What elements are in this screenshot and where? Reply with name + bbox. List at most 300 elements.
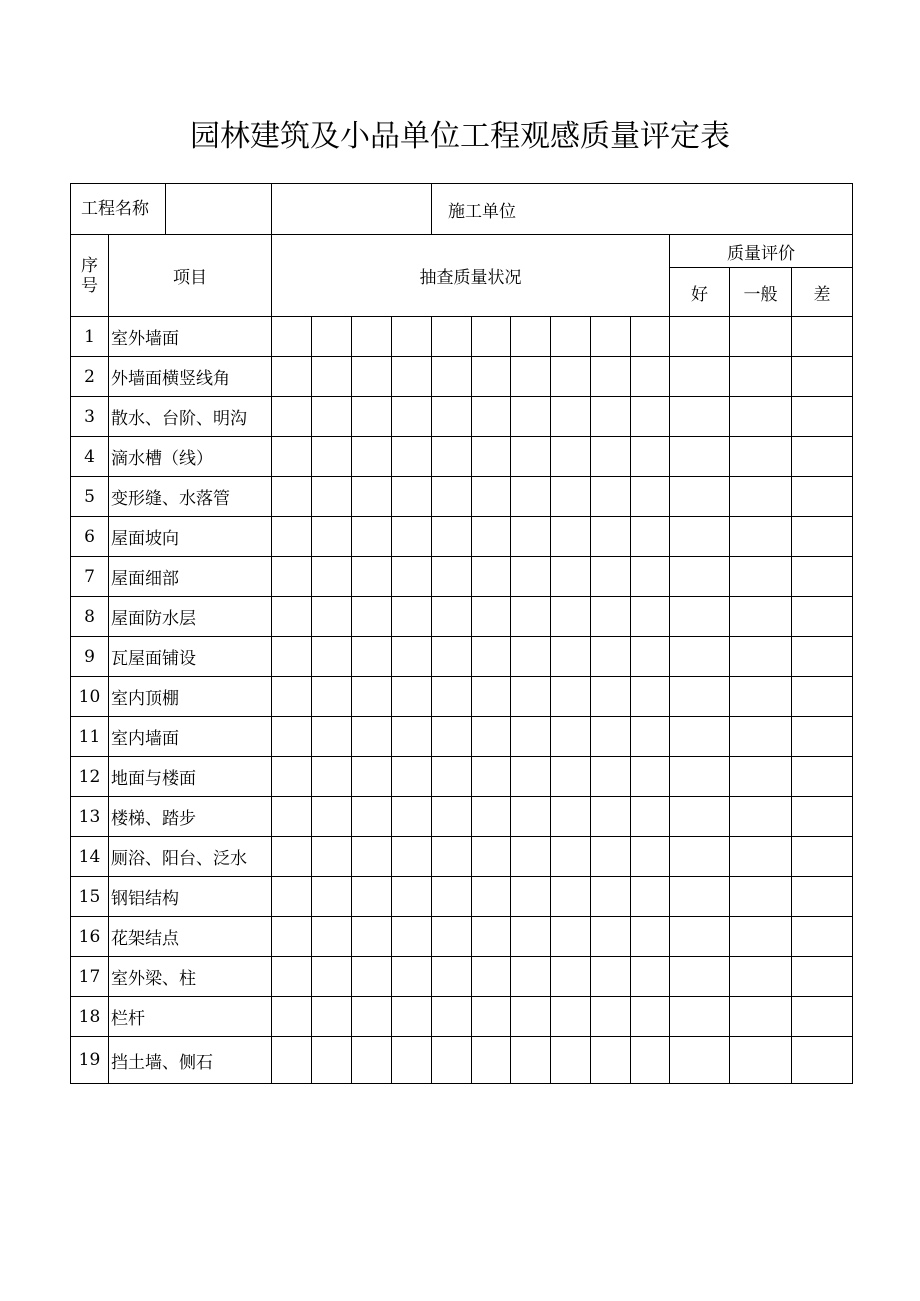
inspection-cell[interactable] <box>272 957 312 997</box>
inspection-cell[interactable] <box>591 757 631 797</box>
row-number: 11 <box>71 717 109 757</box>
inspection-cell[interactable] <box>432 797 472 837</box>
row-number: 12 <box>71 757 109 797</box>
inspection-cell[interactable] <box>312 437 352 477</box>
inspection-cell[interactable] <box>472 397 511 437</box>
poor-cell[interactable] <box>792 877 853 917</box>
inspection-cell[interactable] <box>312 677 352 717</box>
table-row <box>71 477 853 517</box>
poor-cell[interactable] <box>792 837 853 877</box>
row-number: 15 <box>71 877 109 917</box>
inspection-cell[interactable] <box>352 357 392 397</box>
inspection-cell[interactable] <box>272 437 312 477</box>
contractor-field[interactable] <box>558 184 852 234</box>
inspection-cell[interactable] <box>472 557 511 597</box>
table-row <box>71 317 853 357</box>
inspection-cell[interactable] <box>312 957 352 997</box>
inspection-cell[interactable] <box>591 597 631 637</box>
inspection-cell[interactable] <box>272 837 312 877</box>
inspection-cell[interactable] <box>432 477 472 517</box>
inspection-cell[interactable] <box>392 917 432 957</box>
average-cell[interactable] <box>730 917 792 957</box>
inspection-cell[interactable] <box>551 637 591 677</box>
inspection-cell[interactable] <box>631 437 670 477</box>
row-item: 变形缝、水落管 <box>109 477 272 517</box>
inspection-cell[interactable] <box>432 837 472 877</box>
inspection-cell[interactable] <box>551 717 591 757</box>
inspection-cell[interactable] <box>272 917 312 957</box>
inspection-cell[interactable] <box>472 957 511 997</box>
good-cell[interactable] <box>670 557 730 597</box>
inspection-cell[interactable] <box>511 517 551 557</box>
row-item: 屋面防水层 <box>109 597 272 637</box>
inspection-cell[interactable] <box>631 637 670 677</box>
inspection-cell[interactable] <box>551 557 591 597</box>
average-cell[interactable] <box>730 757 792 797</box>
inspection-cell[interactable] <box>312 1037 352 1084</box>
poor-cell[interactable] <box>792 397 853 437</box>
inspection-cell[interactable] <box>352 877 392 917</box>
inspection-cell[interactable] <box>511 717 551 757</box>
inspection-cell[interactable] <box>551 917 591 957</box>
inspection-cell[interactable] <box>551 957 591 997</box>
evaluation-header: 质量评价 <box>670 235 853 268</box>
inspection-cell[interactable] <box>631 557 670 597</box>
inspection-cell[interactable] <box>591 1037 631 1084</box>
project-name-label: 工程名称 <box>71 184 166 234</box>
inspection-cell[interactable] <box>432 957 472 997</box>
average-cell[interactable] <box>730 1037 792 1084</box>
inspection-cell[interactable] <box>551 397 591 437</box>
average-cell[interactable] <box>730 677 792 717</box>
inspection-cell[interactable] <box>511 877 551 917</box>
inspection-cell[interactable] <box>511 637 551 677</box>
inspection-cell[interactable] <box>551 677 591 717</box>
inspection-cell[interactable] <box>511 957 551 997</box>
inspection-cell[interactable] <box>392 637 432 677</box>
poor-cell[interactable] <box>792 757 853 797</box>
row-item: 栏杆 <box>109 997 272 1037</box>
item-header: 项目 <box>109 235 272 317</box>
row-number: 2 <box>71 357 109 397</box>
inspection-cell[interactable] <box>511 597 551 637</box>
inspection-cell[interactable] <box>432 437 472 477</box>
inspection-cell[interactable] <box>631 477 670 517</box>
good-cell[interactable] <box>670 957 730 997</box>
inspection-cell[interactable] <box>352 517 392 557</box>
inspection-cell[interactable] <box>392 797 432 837</box>
inspection-cell[interactable] <box>312 997 352 1037</box>
good-cell[interactable] <box>670 1037 730 1084</box>
inspection-cell[interactable] <box>591 957 631 997</box>
inspection-cell[interactable] <box>272 997 312 1037</box>
good-cell[interactable] <box>670 517 730 557</box>
inspection-cell[interactable] <box>272 797 312 837</box>
row-item: 室内顶棚 <box>109 677 272 717</box>
inspection-cell[interactable] <box>551 317 591 357</box>
table-row <box>71 1037 853 1084</box>
inspection-cell[interactable] <box>352 637 392 677</box>
row-item: 地面与楼面 <box>109 757 272 797</box>
poor-cell[interactable] <box>792 517 853 557</box>
average-cell[interactable] <box>730 717 792 757</box>
inspection-cell[interactable] <box>511 917 551 957</box>
inspection-cell[interactable] <box>432 557 472 597</box>
inspection-cell[interactable] <box>472 877 511 917</box>
inspection-cell[interactable] <box>352 397 392 437</box>
inspection-cell[interactable] <box>392 677 432 717</box>
inspection-cell[interactable] <box>551 877 591 917</box>
inspection-cell[interactable] <box>312 637 352 677</box>
poor-cell[interactable] <box>792 997 853 1037</box>
inspection-cell[interactable] <box>591 637 631 677</box>
inspection-cell[interactable] <box>352 677 392 717</box>
inspection-cell[interactable] <box>392 397 432 437</box>
good-cell[interactable] <box>670 917 730 957</box>
average-header: 一般 <box>730 268 792 317</box>
inspection-cell[interactable] <box>472 437 511 477</box>
row-number: 5 <box>71 477 109 517</box>
table-row <box>71 837 853 877</box>
inspection-cell[interactable] <box>432 357 472 397</box>
average-cell[interactable] <box>730 397 792 437</box>
table-row <box>71 637 853 677</box>
row-item: 室外墙面 <box>109 317 272 357</box>
inspection-cell[interactable] <box>472 317 511 357</box>
good-cell[interactable] <box>670 317 730 357</box>
inspection-cell[interactable] <box>272 557 312 597</box>
inspection-cell[interactable] <box>472 597 511 637</box>
inspection-cell[interactable] <box>392 557 432 597</box>
inspection-cell[interactable] <box>392 957 432 997</box>
inspection-cell[interactable] <box>472 477 511 517</box>
row-number: 17 <box>71 957 109 997</box>
inspection-cell[interactable] <box>631 757 670 797</box>
average-cell[interactable] <box>730 837 792 877</box>
inspection-cell[interactable] <box>591 437 631 477</box>
inspection-cell[interactable] <box>352 597 392 637</box>
inspection-cell[interactable] <box>392 877 432 917</box>
inspection-cell[interactable] <box>591 477 631 517</box>
inspection-cell[interactable] <box>551 437 591 477</box>
inspection-cell[interactable] <box>631 837 670 877</box>
inspection-cell[interactable] <box>352 557 392 597</box>
inspection-cell[interactable] <box>312 517 352 557</box>
poor-cell[interactable] <box>792 557 853 597</box>
inspection-cell[interactable] <box>591 317 631 357</box>
inspection-cell[interactable] <box>472 837 511 877</box>
average-cell[interactable] <box>730 517 792 557</box>
inspection-cell[interactable] <box>631 597 670 637</box>
inspection-cell[interactable] <box>432 317 472 357</box>
inspection-cell[interactable] <box>352 797 392 837</box>
row-item: 外墙面横竖线角 <box>109 357 272 397</box>
good-cell[interactable] <box>670 437 730 477</box>
inspection-cell[interactable] <box>631 717 670 757</box>
inspection-cell[interactable] <box>272 597 312 637</box>
good-cell[interactable] <box>670 997 730 1037</box>
inspection-cell[interactable] <box>352 757 392 797</box>
inspection-cell[interactable] <box>551 797 591 837</box>
inspection-cell[interactable] <box>352 837 392 877</box>
row-item: 散水、台阶、明沟 <box>109 397 272 437</box>
inspection-cell[interactable] <box>472 797 511 837</box>
inspection-cell[interactable] <box>392 1037 432 1084</box>
inspection-cell[interactable] <box>432 917 472 957</box>
inspection-cell[interactable] <box>312 357 352 397</box>
inspection-cell[interactable] <box>432 997 472 1037</box>
inspection-cell[interactable] <box>272 477 312 517</box>
inspection-cell[interactable] <box>551 517 591 557</box>
inspection-cell[interactable] <box>511 437 551 477</box>
inspection-cell[interactable] <box>472 997 511 1037</box>
row-item: 屋面细部 <box>109 557 272 597</box>
inspection-cell[interactable] <box>631 1037 670 1084</box>
inspection-cell[interactable] <box>312 877 352 917</box>
inspection-cell[interactable] <box>472 1037 511 1084</box>
poor-header: 差 <box>792 268 853 317</box>
inspection-cell[interactable] <box>631 357 670 397</box>
average-cell[interactable] <box>730 557 792 597</box>
inspection-cell[interactable] <box>352 717 392 757</box>
inspection-cell[interactable] <box>392 717 432 757</box>
inspection-cell[interactable] <box>312 757 352 797</box>
inspection-cell[interactable] <box>352 437 392 477</box>
inspection-cell[interactable] <box>631 797 670 837</box>
poor-cell[interactable] <box>792 317 853 357</box>
inspection-cell[interactable] <box>272 717 312 757</box>
inspection-cell[interactable] <box>591 557 631 597</box>
inspection-cell[interactable] <box>591 517 631 557</box>
row-number: 3 <box>71 397 109 437</box>
inspection-cell[interactable] <box>432 877 472 917</box>
table-row <box>71 757 853 797</box>
inspection-cell[interactable] <box>631 677 670 717</box>
average-cell[interactable] <box>730 637 792 677</box>
inspection-cell[interactable] <box>472 677 511 717</box>
average-cell[interactable] <box>730 877 792 917</box>
inspection-cell[interactable] <box>432 757 472 797</box>
table-row <box>71 557 853 597</box>
inspection-cell[interactable] <box>392 437 432 477</box>
poor-cell[interactable] <box>792 917 853 957</box>
table-row <box>71 717 853 757</box>
inspection-cell[interactable] <box>272 757 312 797</box>
inspection-cell[interactable] <box>551 1037 591 1084</box>
inspection-cell[interactable] <box>272 397 312 437</box>
inspection-cell[interactable] <box>392 317 432 357</box>
header-row-1 <box>71 235 853 268</box>
row-number: 10 <box>71 677 109 717</box>
inspection-cell[interactable] <box>511 397 551 437</box>
inspection-cell[interactable] <box>472 757 511 797</box>
table-row <box>71 397 853 437</box>
inspection-cell[interactable] <box>591 997 631 1037</box>
inspection-cell[interactable] <box>631 397 670 437</box>
row-number: 8 <box>71 597 109 637</box>
row-item: 挡土墙、侧石 <box>109 1037 272 1084</box>
inspection-cell[interactable] <box>392 477 432 517</box>
inspection-cell[interactable] <box>551 477 591 517</box>
inspection-cell[interactable] <box>511 477 551 517</box>
inspection-cell[interactable] <box>352 997 392 1037</box>
table-row <box>71 957 853 997</box>
inspection-cell[interactable] <box>472 637 511 677</box>
row-number: 14 <box>71 837 109 877</box>
project-name-field[interactable] <box>166 184 271 234</box>
poor-cell[interactable] <box>792 477 853 517</box>
inspection-cell[interactable] <box>352 317 392 357</box>
inspection-cell[interactable] <box>511 677 551 717</box>
inspection-cell[interactable] <box>272 517 312 557</box>
inspection-cell[interactable] <box>312 837 352 877</box>
table-row <box>71 917 853 957</box>
good-cell[interactable] <box>670 877 730 917</box>
inspection-cell[interactable] <box>432 517 472 557</box>
poor-cell[interactable] <box>792 357 853 397</box>
inspection-cell[interactable] <box>511 557 551 597</box>
inspection-cell[interactable] <box>591 837 631 877</box>
inspection-cell[interactable] <box>312 557 352 597</box>
inspection-cell[interactable] <box>511 1037 551 1084</box>
inspection-cell[interactable] <box>551 997 591 1037</box>
inspection-cell[interactable] <box>432 597 472 637</box>
inspection-cell[interactable] <box>392 837 432 877</box>
average-cell[interactable] <box>730 957 792 997</box>
inspection-cell[interactable] <box>432 677 472 717</box>
row-item: 室外梁、柱 <box>109 957 272 997</box>
inspection-cell[interactable] <box>511 997 551 1037</box>
inspection-cell[interactable] <box>312 397 352 437</box>
inspection-cell[interactable] <box>591 877 631 917</box>
poor-cell[interactable] <box>792 1037 853 1084</box>
table-row <box>71 597 853 637</box>
inspection-cell[interactable] <box>551 837 591 877</box>
inspection-cell[interactable] <box>432 397 472 437</box>
poor-cell[interactable] <box>792 677 853 717</box>
inspection-cell[interactable] <box>432 1037 472 1084</box>
table-row <box>71 797 853 837</box>
inspection-cell[interactable] <box>272 1037 312 1084</box>
poor-cell[interactable] <box>792 637 853 677</box>
inspection-cell[interactable] <box>511 797 551 837</box>
row-item: 瓦屋面铺设 <box>109 637 272 677</box>
inspection-cell[interactable] <box>432 717 472 757</box>
inspection-cell[interactable] <box>631 957 670 997</box>
inspection-header: 抽查质量状况 <box>272 235 670 317</box>
inspection-cell[interactable] <box>551 597 591 637</box>
table-row <box>71 677 853 717</box>
good-cell[interactable] <box>670 357 730 397</box>
inspection-cell[interactable] <box>272 677 312 717</box>
inspection-cell[interactable] <box>631 877 670 917</box>
inspection-cell[interactable] <box>392 757 432 797</box>
inspection-cell[interactable] <box>272 317 312 357</box>
poor-cell[interactable] <box>792 597 853 637</box>
poor-cell[interactable] <box>792 797 853 837</box>
inspection-cell[interactable] <box>392 597 432 637</box>
good-cell[interactable] <box>670 837 730 877</box>
good-cell[interactable] <box>670 717 730 757</box>
average-cell[interactable] <box>730 997 792 1037</box>
average-cell[interactable] <box>730 317 792 357</box>
inspection-cell[interactable] <box>352 477 392 517</box>
row-item: 屋面坡向 <box>109 517 272 557</box>
good-cell[interactable] <box>670 397 730 437</box>
inspection-cell[interactable] <box>511 317 551 357</box>
inspection-cell[interactable] <box>511 757 551 797</box>
inspection-cell[interactable] <box>511 837 551 877</box>
inspection-cell[interactable] <box>272 637 312 677</box>
poor-cell[interactable] <box>792 437 853 477</box>
inspection-cell[interactable] <box>631 917 670 957</box>
good-cell[interactable] <box>670 757 730 797</box>
inspection-cell[interactable] <box>272 357 312 397</box>
inspection-cell[interactable] <box>591 797 631 837</box>
seq-header-line1: 序 <box>81 255 98 276</box>
inspection-cell[interactable] <box>312 717 352 757</box>
poor-cell[interactable] <box>792 717 853 757</box>
inspection-cell[interactable] <box>591 717 631 757</box>
average-cell[interactable] <box>730 597 792 637</box>
inspection-cell[interactable] <box>312 477 352 517</box>
good-cell[interactable] <box>670 637 730 677</box>
row-item: 钢铝结构 <box>109 877 272 917</box>
row-item: 滴水槽（线） <box>109 437 272 477</box>
inspection-cell[interactable] <box>591 677 631 717</box>
average-cell[interactable] <box>730 437 792 477</box>
inspection-cell[interactable] <box>312 917 352 957</box>
inspection-cell[interactable] <box>352 957 392 997</box>
inspection-cell[interactable] <box>472 717 511 757</box>
good-cell[interactable] <box>670 477 730 517</box>
inspection-cell[interactable] <box>472 917 511 957</box>
inspection-cell[interactable] <box>392 997 432 1037</box>
inspection-cell[interactable] <box>432 637 472 677</box>
average-cell[interactable] <box>730 357 792 397</box>
inspection-cell[interactable] <box>352 917 392 957</box>
inspection-cell[interactable] <box>511 357 551 397</box>
inspection-cell[interactable] <box>272 877 312 917</box>
poor-cell[interactable] <box>792 957 853 997</box>
inspection-cell[interactable] <box>551 757 591 797</box>
inspection-cell[interactable] <box>312 597 352 637</box>
inspection-cell[interactable] <box>472 357 511 397</box>
average-cell[interactable] <box>730 477 792 517</box>
inspection-cell[interactable] <box>472 517 511 557</box>
evaluation-table <box>70 183 853 1084</box>
inspection-cell[interactable] <box>591 397 631 437</box>
seq-header-line2: 号 <box>81 275 98 296</box>
row-item: 楼梯、踏步 <box>109 797 272 837</box>
project-name-field-ext[interactable] <box>272 184 432 235</box>
good-cell[interactable] <box>670 677 730 717</box>
inspection-cell[interactable] <box>631 517 670 557</box>
average-cell[interactable] <box>730 797 792 837</box>
inspection-cell[interactable] <box>352 1037 392 1084</box>
inspection-cell[interactable] <box>591 357 631 397</box>
good-cell[interactable] <box>670 597 730 637</box>
inspection-cell[interactable] <box>312 797 352 837</box>
inspection-cell[interactable] <box>551 357 591 397</box>
inspection-cell[interactable] <box>631 317 670 357</box>
inspection-cell[interactable] <box>631 997 670 1037</box>
inspection-cell[interactable] <box>312 317 352 357</box>
inspection-cell[interactable] <box>591 917 631 957</box>
inspection-cell[interactable] <box>392 517 432 557</box>
inspection-cell[interactable] <box>392 357 432 397</box>
good-cell[interactable] <box>670 797 730 837</box>
